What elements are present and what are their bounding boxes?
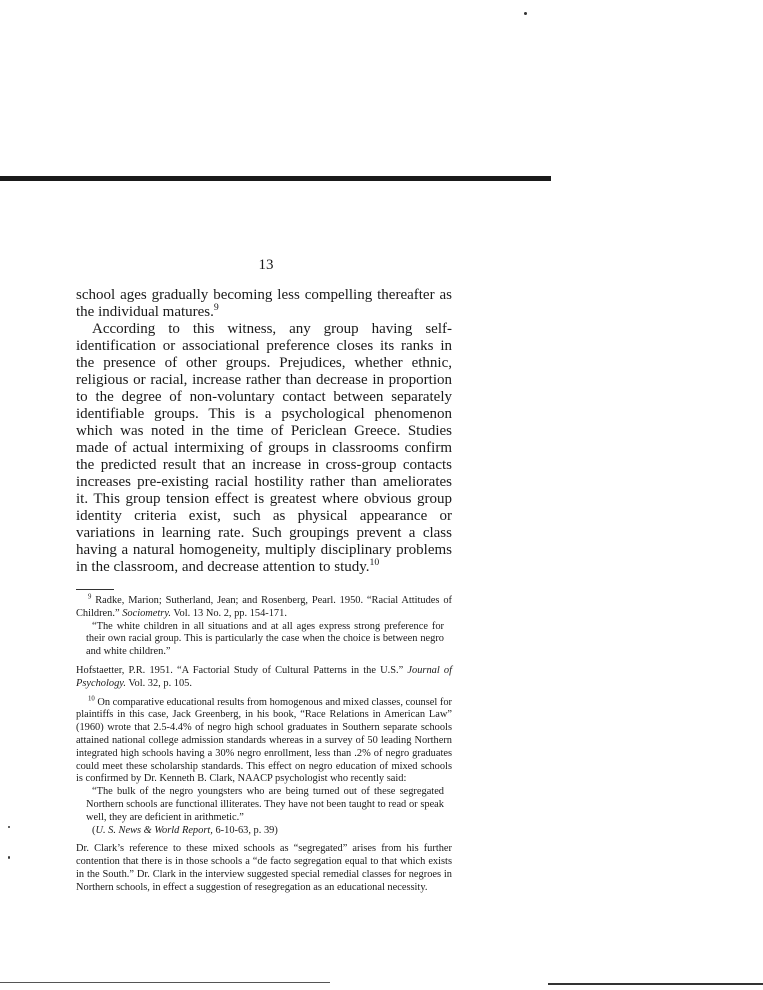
footnote-10	[76, 697, 452, 787]
paragraph-text: school ages gradually becoming less compelling thereafter as the individual matures.	[76, 287, 452, 320]
quote-citation	[92, 825, 452, 838]
page-number: 13	[258, 257, 274, 273]
citation-paren: (	[92, 824, 96, 836]
footnote-text: Vol. 13 No. 2, pp. 154-171.	[173, 607, 287, 619]
reference-text: Vol. 32, p. 105.	[128, 677, 192, 689]
paragraph-text: According to this witness, any group having self-identification or associational preference closes its ranks in the presence of other groups. Prejudices, whether ethnic, religious or racial, increase rather than decrease in proportion to the degree of non-voluntary contact between separately identifiable groups. This is a psychological phenomenon which was noted in the time of Periclean Greece. Studies made of actual intermixing of groups in classrooms confirm the predicted result that an increase in cross-group contacts increases pre-existing racial hostility rather than ameliorates it. This group tension effect is greatest where obvious group identity criteria exist, such as physical appearance or variations in learning rate. Such groupings prevent a class having a natural homogeneity, multiply disciplinary problems in the classroom, and decrease attention to study.	[76, 321, 452, 575]
block-quote: “The white children in all situations and at all ages express strong preference for their own racial group. This is particularly the case when the choice is between negro and white children.”	[86, 620, 444, 658]
citation-source: U. S. News & World Report,	[95, 824, 213, 836]
bottom-rule-right	[548, 983, 763, 985]
footnote-marker: 10	[88, 695, 95, 703]
journal-title: Sociometry.	[122, 607, 171, 619]
paragraph	[76, 287, 452, 321]
bottom-rule-left	[0, 982, 330, 983]
footnote-9	[76, 595, 452, 621]
top-page-rule	[0, 176, 551, 181]
footnotes	[76, 595, 452, 895]
citation-rest: 6-10-63, p. 39)	[215, 824, 278, 836]
journal-title: Journal of Psychology.	[76, 664, 452, 689]
block-quote: “The bulk of the negro youngsters who are being turned out of these segregated Northern schools are functional illiterates. They have not been taught to read or speak well, they are deficient in arithmetic.”	[86, 786, 444, 823]
footnote-marker: 9	[88, 593, 92, 601]
footnote-ref: 9	[213, 302, 219, 313]
paragraph	[76, 321, 452, 576]
footnote-closing: Dr. Clark’s reference to these mixed schools as “segregated” arises from his further contention that there is in those schools a “de facto segregation equal to that which exists in the South.” Dr. Clark in the interview suggested special remedial classes for negroes in Northern schools, in effect a suggestion of resegregation as an educational necessity.	[76, 843, 452, 893]
reference	[76, 665, 452, 691]
scan-speck	[524, 12, 527, 15]
scan-speck	[8, 826, 10, 828]
footnote-text: On comparative educational results from homogenous and mixed classes, counsel for plaintiffs in this case, Jack Greenberg, in his book, “Race Relations in American Law” (1960) wrote that 2.5-4.4% of negro high school graduates in Southern separate schools attained national college admission standards whereas in a survey of 50 leading Northern integrated high schools having a 30% negro enrollment, less than .2% of negro graduates could meet these scholarship standards. This effect on negro education of mixed schools is confirmed by Dr. Kenneth B. Clark, NAACP psychologist who recently said:	[76, 696, 452, 785]
scan-speck	[8, 856, 10, 859]
footnote-text: Radke, Marion; Sutherland, Jean; and Rosenberg, Pearl. 1950. “Racial Attitudes of Children.”	[76, 595, 452, 619]
main-text	[76, 287, 452, 576]
footnote-separator	[76, 589, 114, 590]
reference-text: Hofstaetter, P.R. 1951. “A Factorial Study of Cultural Patterns in the U.S.”	[76, 664, 404, 676]
footnote-ref: 10	[369, 557, 380, 568]
